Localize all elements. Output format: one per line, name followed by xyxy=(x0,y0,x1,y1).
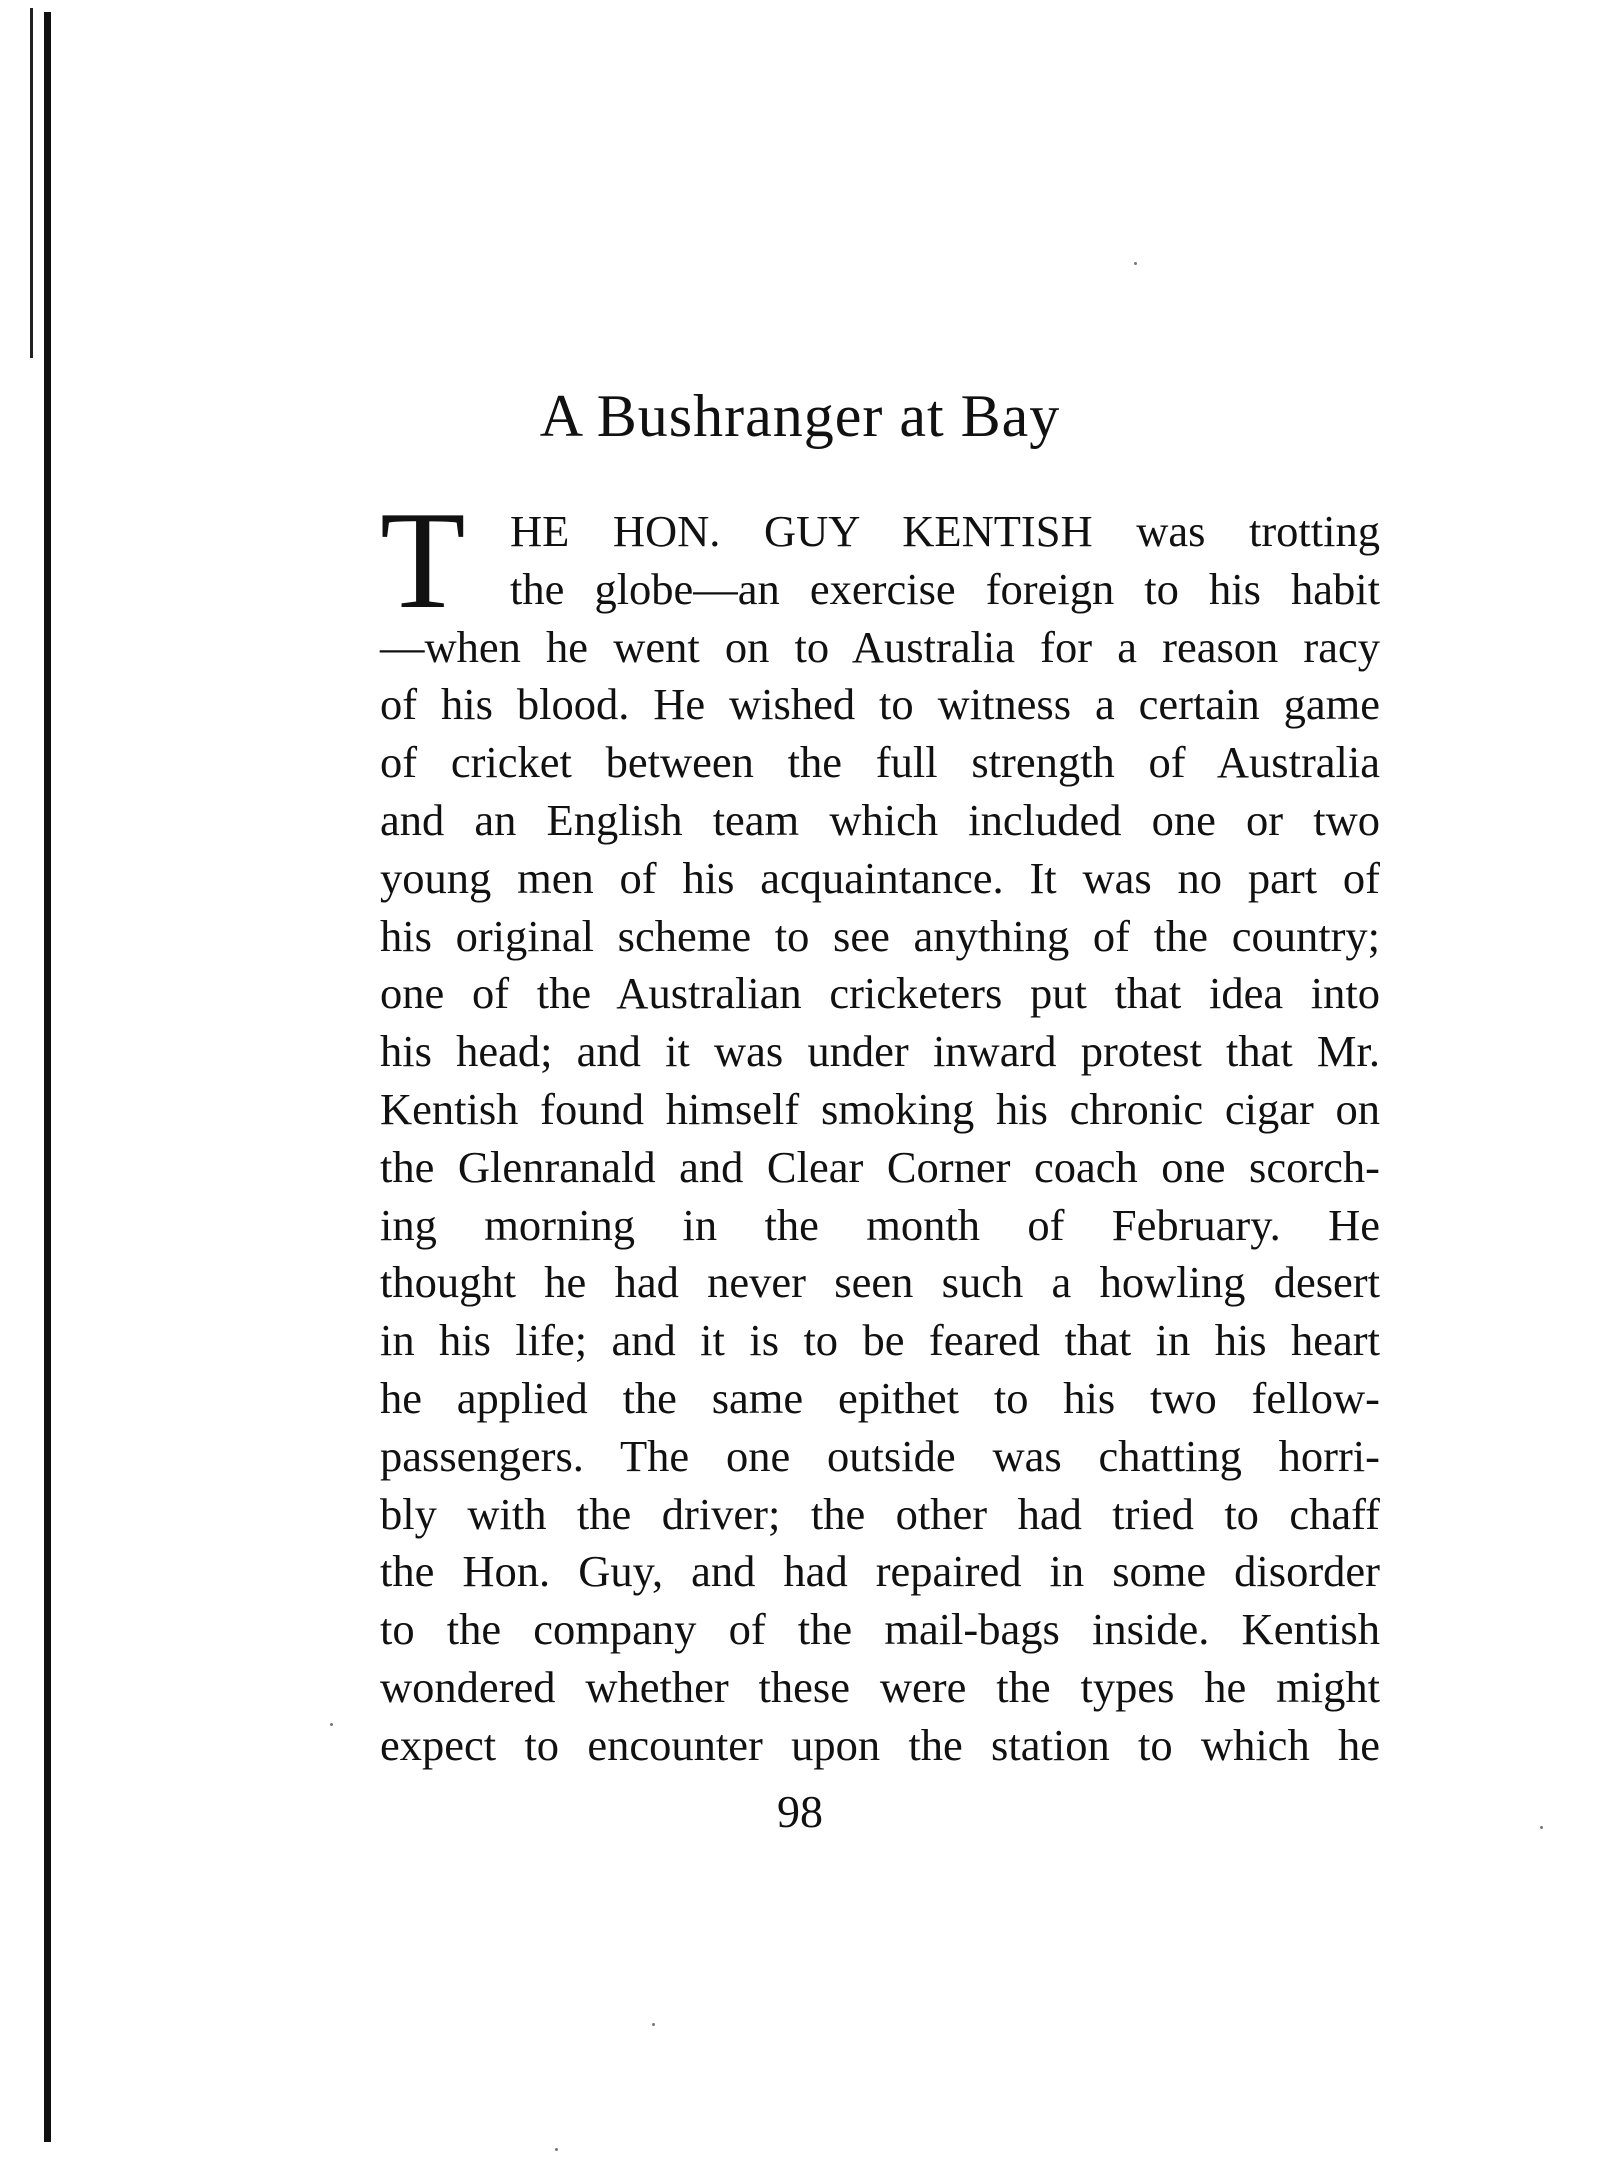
text-line: the globe—an exercise foreign to his habit xyxy=(510,563,1380,614)
text-line: his head; and it was under inward protest that Mr. xyxy=(380,1026,1380,1077)
page-number: 98 xyxy=(777,1786,823,1837)
text-line: one of the Australian cricketers put that idea into xyxy=(380,968,1380,1019)
text-line: expect to encounter upon the station to which he xyxy=(380,1719,1380,1770)
text-line: —when he went on to Australia for a reason racy xyxy=(380,621,1380,672)
chapter-title: A Bushranger at Bay xyxy=(539,383,1061,449)
text-line: passengers. The one outside was chatting horri- xyxy=(380,1430,1380,1481)
text-line: the Hon. Guy, and had repaired in some disorder xyxy=(380,1546,1380,1597)
text-line: of cricket between the full strength of Australia xyxy=(380,737,1380,788)
binding-edge-upper xyxy=(30,8,33,358)
text-line: bly with the driver; the other had tried to chaff xyxy=(380,1488,1380,1539)
text-line: young men of his acquaintance. It was no part of xyxy=(380,852,1380,903)
text-line: to the company of the mail-bags inside. Kentish xyxy=(380,1604,1380,1655)
text-line: thought he had never seen such a howling desert xyxy=(380,1257,1380,1308)
text-line: ing morning in the month of February. He xyxy=(380,1199,1380,1250)
text-line: he applied the same epithet to his two fellow- xyxy=(380,1372,1380,1423)
text-line: his original scheme to see anything of the country; xyxy=(380,910,1380,961)
text-line: of his blood. He wished to witness a certain game xyxy=(380,679,1380,730)
text-line: the Glenranald and Clear Corner coach one scorch- xyxy=(380,1141,1380,1192)
drop-cap: T xyxy=(380,483,466,638)
speck xyxy=(330,1723,333,1726)
text-line: in his life; and it is to be feared that in his heart xyxy=(380,1315,1380,1366)
speck xyxy=(555,2148,558,2151)
text-line: and an English team which included one or two xyxy=(380,794,1380,845)
speck xyxy=(1134,262,1137,265)
body-text xyxy=(380,483,1380,1775)
text-line: Kentish found himself smoking his chronic cigar on xyxy=(380,1083,1380,1134)
speck xyxy=(652,2023,655,2026)
text-line: wondered whether these were the types he might xyxy=(380,1661,1380,1712)
text-line: HE HON. GUY KENTISH was trotting xyxy=(510,506,1380,556)
